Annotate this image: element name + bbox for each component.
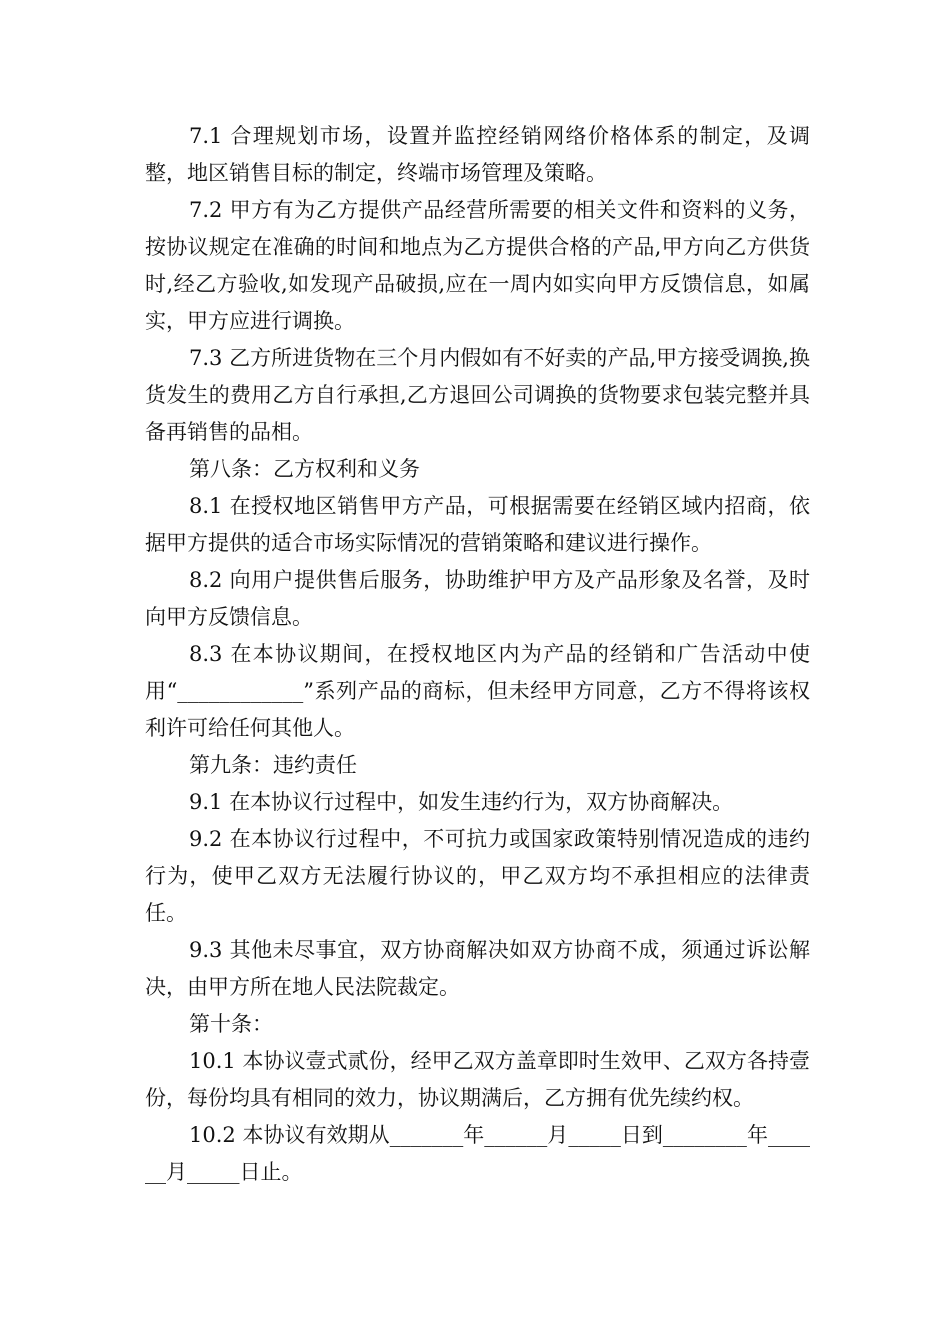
clause-9-1: 9.1 在本协议行过程中，如发生违约行为，双方协商解决。 (189, 790, 734, 814)
clause-8-1: 8.1 在授权地区销售甲方产品，可根据需要在经销区域内招商，依据甲方提供的适合市场实际情况的营销策略和建议进行操作。 (145, 494, 810, 555)
clause-8-3: 8.3 在本协议期间，在授权地区内为产品的经销和广告活动中使用“____________”系列产品的商标，但未经甲方同意，乙方不得将该权利许可给任何其他人。 (145, 642, 810, 740)
clause-10-1: 10.1 本协议壹式贰份，经甲乙双方盖章即时生效甲、乙双方各持壹份，每份均具有相同的效力，协议期满后，乙方拥有优先续约权。 (145, 1049, 810, 1110)
clause-7-2: 7.2 甲方有为乙方提供产品经营所需要的相关文件和资料的义务，按协议规定在准确的时间和地点为乙方提供合格的产品,甲方向乙方供货时,经乙方验收,如发现产品破损,应在一周内如实向甲方反馈信息，如属实，甲方应进行调换。 (145, 198, 810, 333)
clause-9-3: 9.3 其他未尽事宜，双方协商解决如双方协商不成，须通过诉讼解决，由甲方所在地人民法院裁定。 (145, 938, 810, 999)
clause-10-2: 10.2 本协议有效期从_______年______月_____日到________年______月_____日止。 (145, 1123, 810, 1184)
clause-7-1: 7.1 合理规划市场，设置并监控经销网络价格体系的制定，及调整，地区销售目标的制定，终端市场管理及策略。 (145, 124, 810, 185)
article-8-heading: 第八条：乙方权利和义务 (189, 457, 420, 481)
article-9-heading: 第九条：违约责任 (189, 753, 357, 777)
clause-9-2: 9.2 在本协议行过程中，不可抗力或国家政策特别情况造成的违约行为，使甲乙双方无法履行协议的，甲乙双方均不承担相应的法律责任。 (145, 827, 810, 925)
article-10-heading: 第十条： (189, 1012, 273, 1036)
clause-8-2: 8.2 向用户提供售后服务，协助维护甲方及产品形象及名誉，及时向甲方反馈信息。 (145, 568, 810, 629)
document-body (145, 118, 810, 1191)
clause-7-3: 7.3 乙方所进货物在三个月内假如有不好卖的产品,甲方接受调换,换货发生的费用乙方自行承担,乙方退回公司调换的货物要求包装完整并具备再销售的品相。 (145, 346, 810, 444)
